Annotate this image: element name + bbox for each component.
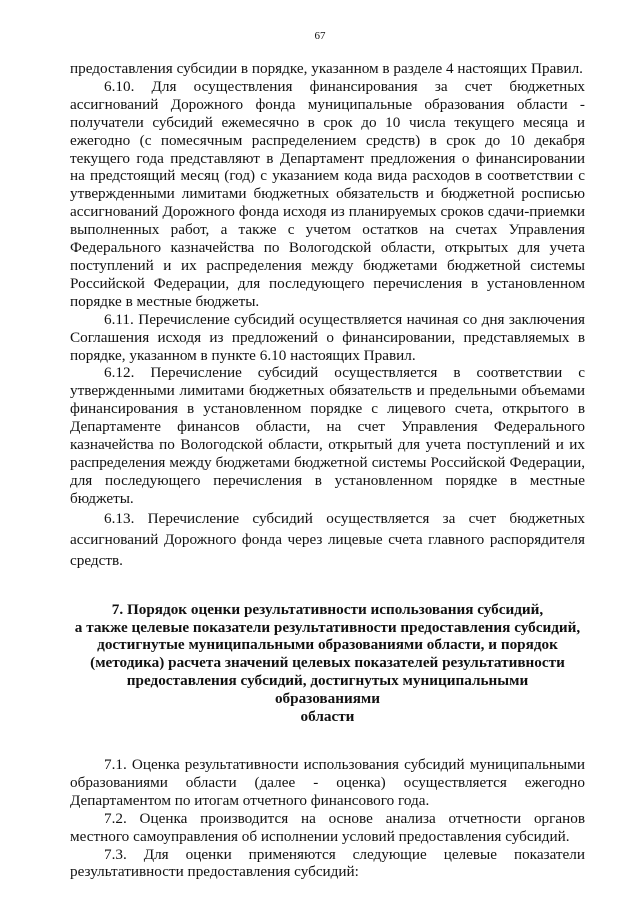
heading-line: а также целевые показатели результативности предоставления субсидий, bbox=[74, 618, 581, 636]
heading-line: предоставления субсидий, достигнутых муниципальными образованиями bbox=[126, 672, 529, 708]
paragraph-7-1: 7.1. Оценка результативности использования субсидий муниципальными образованиями области (далее - оценка) осуществляется ежегодно Департаментом по итогам отчетного финансового года. bbox=[70, 756, 585, 809]
paragraph-6-10: 6.10. Для осуществления финансирования за счет бюджетных ассигнований Дорожного фонда муниципальные образования области - получатели субсидий ежемесячно в срок до 10 числа текущего месяца и ежегодно (с помесячным распределением средств) в срок до 10 декабря текущего года представляют в Департамент предложения о финансировании на предстоящий месяц (год) с указанием кода вида расходов в соответствии с утвержденными лимитами бюджетных обязательств и бюджетной росписью ассигнований Дорожного фонда исходя из планируемых сроков сдачи-приемки выполненных работ, а также с учетом остатков на счетах Управления Федерального казначейства по Вологодской области, открытых для учета поступлений и их распределения между бюджетами бюджетной системы Российской Федерации, для последующего перечисления в установленном порядке в местные бюджеты. bbox=[70, 77, 585, 310]
heading-line: 7. Порядок оценки результативности использования субсидий, bbox=[111, 600, 544, 618]
document-body bbox=[70, 60, 585, 881]
heading-line: достигнутые муниципальными образованиями области, и порядок bbox=[97, 636, 558, 654]
paragraph-6-11: 6.11. Перечисление субсидий осуществляется начиная со дня заключения Соглашения исходя из предложений о финансировании, представляемых в порядке, указанном в пункте 6.10 настоящих Правил. bbox=[70, 310, 585, 364]
page-number: 67 bbox=[314, 30, 326, 42]
paragraph-continuation: предоставления субсидии в порядке, указанном в разделе 4 настоящих Правил. bbox=[70, 60, 583, 77]
section-7-heading bbox=[74, 601, 581, 726]
paragraph-7-3: 7.3. Для оценки применяются следующие целевые показатели результативности предоставления субсидий: bbox=[70, 845, 585, 881]
paragraph-6-13: 6.13. Перечисление субсидий осуществляется за счет бюджетных ассигнований Дорожного фонда через лицевые счета главного распорядителя средств. bbox=[70, 509, 585, 569]
heading-line: (методика) расчета значений целевых показателей результативности bbox=[90, 654, 565, 672]
paragraph-7-2: 7.2. Оценка производится на основе анализа отчетности органов местного самоуправления об исполнении условий предоставления субсидий. bbox=[70, 809, 585, 845]
heading-line: области bbox=[300, 708, 355, 726]
paragraph-6-12: 6.12. Перечисление субсидий осуществляется в соответствии с утвержденными лимитами бюджетных обязательств и предельными объемами финансирования в установленном порядке с лицевого счета, открытого в Департаменте финансов области, на счет Управления Федерального казначейства по Вологодской области, открытый для учета поступлений и их распределения между бюджетами бюджетной системы Российской Федерации, для последующего перечисления в установленном порядке в местные бюджеты. bbox=[70, 364, 585, 507]
